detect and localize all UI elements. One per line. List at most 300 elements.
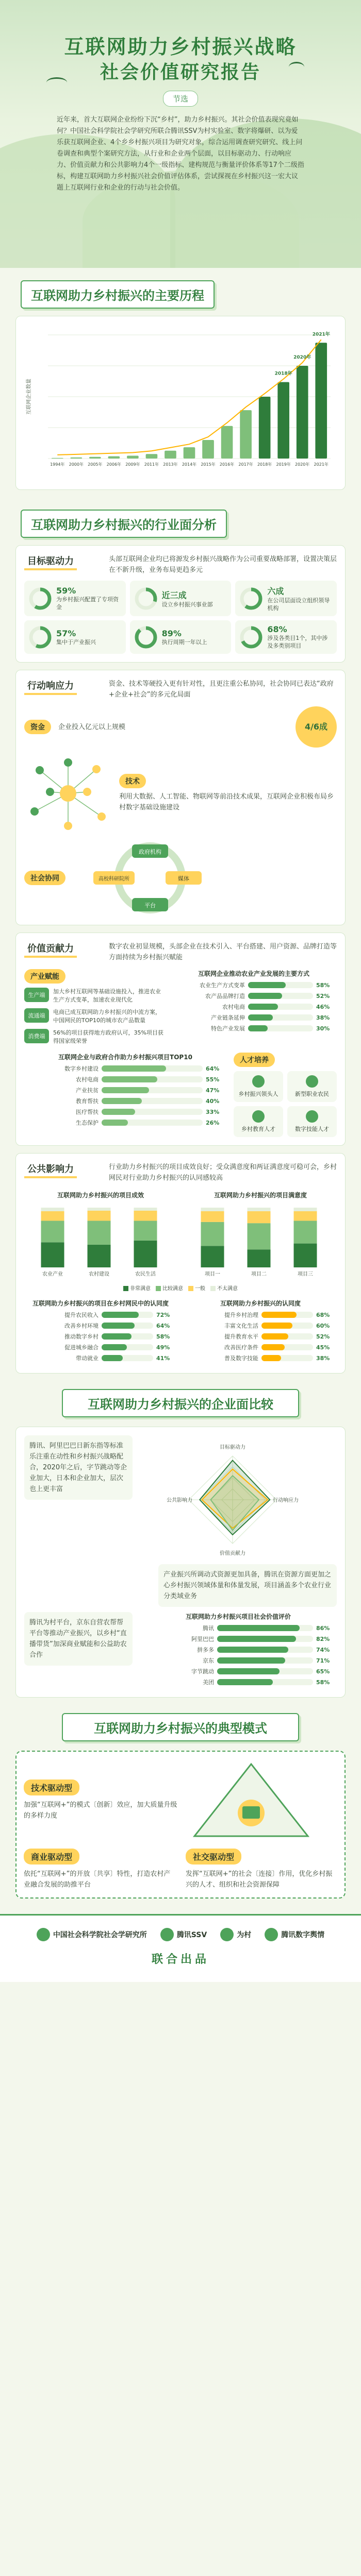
- enterprise-card: [15, 1427, 346, 1698]
- hbar-label: 产业扶贫: [76, 1087, 99, 1094]
- hbar-row: [24, 1354, 177, 1362]
- stack-segment: [134, 1208, 157, 1211]
- hbar-value: 47%: [206, 1087, 220, 1094]
- chart-d-block: [184, 1191, 337, 1282]
- hbar-row: [140, 1667, 337, 1675]
- node-platform: 平台: [144, 902, 156, 909]
- hero: [0, 0, 361, 268]
- hbar-track: [102, 1087, 203, 1093]
- goal-stat-text: 集中于产业振兴: [56, 638, 96, 646]
- enterprise-text-2: 产业振兴所调动式资源更加具备，腾讯在资源方面更加之心乡村振兴领域体量和体量发展，项目涵盖多个农业行业分类域业务: [158, 1564, 337, 1607]
- legend-label: 一般: [195, 1286, 205, 1292]
- stack-segment: [41, 1242, 64, 1267]
- stack-segment: [201, 1208, 224, 1211]
- hbar-track: [248, 982, 313, 988]
- enterprise-radar-chart: [140, 1435, 325, 1559]
- funds-label: 资金: [24, 720, 51, 734]
- hbar-row: [24, 1108, 226, 1116]
- hbar-fill: [102, 1076, 157, 1082]
- logo-mark-icon: [265, 1928, 278, 1941]
- hbar-value: 68%: [316, 1311, 330, 1318]
- history-bar: [89, 457, 101, 459]
- hbar-track: [261, 1312, 313, 1318]
- hbar-track: [102, 1120, 203, 1126]
- industry-item: [24, 1029, 163, 1045]
- model-social-label: 社交驱动型: [186, 1849, 241, 1865]
- hbar-label: 教育帮扶: [76, 1098, 99, 1105]
- donut-icon: [134, 625, 158, 649]
- goal-stats: [24, 581, 337, 654]
- hbar-row: [184, 1332, 337, 1341]
- hbar-value: 41%: [156, 1354, 170, 1362]
- chart-g: [140, 1624, 337, 1686]
- goal-stat-text-wrap: [162, 629, 207, 646]
- partner-logo-name: 腾讯SSV: [176, 1931, 207, 1939]
- hbar-row: [24, 1075, 226, 1083]
- hbar-value: 52%: [316, 992, 330, 999]
- hbar-fill: [217, 1657, 285, 1664]
- goal-stat-text: 为乡村振兴配置了专项资金: [56, 596, 119, 611]
- hbar-track: [261, 1355, 313, 1361]
- hbar-value: 38%: [316, 1014, 330, 1021]
- industry-item-tag: 流通端: [24, 1008, 49, 1023]
- stack-segment: [41, 1221, 64, 1243]
- hbar-value: 72%: [156, 1311, 170, 1318]
- hbar-fill: [102, 1098, 142, 1104]
- industry-item: [24, 988, 163, 1004]
- hbar-label: 丰富文化生活: [224, 1323, 258, 1329]
- talent-item-label: 乡村振兴领头人: [238, 1091, 278, 1097]
- stack-segment: [201, 1222, 224, 1246]
- goal-stat-text: 执行周期一年以上: [161, 638, 207, 646]
- donut-icon: [239, 587, 263, 611]
- hbar-label: 促进城乡融合: [64, 1344, 99, 1351]
- hbar-row: [24, 1086, 226, 1094]
- logo-mark-icon: [160, 1928, 174, 1941]
- hbar-track: [217, 1625, 313, 1631]
- legend-swatch: [188, 1286, 193, 1291]
- history-title: 互联网助力乡村振兴的主要历程: [21, 280, 215, 309]
- public-card: [15, 1153, 346, 1374]
- excerpt-tag: 节选: [163, 91, 198, 107]
- radar-axis-label: 公共影响力: [167, 1498, 192, 1503]
- hbar-label: 拼多多: [197, 1647, 214, 1653]
- hbar-value: 65%: [316, 1668, 330, 1675]
- hbar-value: 64%: [156, 1322, 170, 1329]
- donut-icon: [134, 587, 158, 611]
- tech-text: 利用大数据、人工智能、物联网等前沿技术成果，互联网企业积极布局乡村数字基础设施建设: [119, 793, 334, 811]
- hbar-value: 86%: [316, 1624, 330, 1632]
- chart-b: [24, 1064, 226, 1127]
- stack-segment: [88, 1221, 111, 1245]
- chart-d: [184, 1202, 334, 1280]
- legend-swatch: [156, 1286, 161, 1291]
- hbar-label: 医疗帮扶: [76, 1109, 99, 1115]
- hbar-track: [102, 1323, 153, 1329]
- hbar-value: 52%: [316, 1333, 330, 1340]
- hbar-track: [217, 1668, 313, 1674]
- hbar-value: 46%: [316, 1003, 330, 1010]
- legend-item: [123, 1284, 151, 1292]
- action-head: 行动响应力: [24, 679, 77, 695]
- enterprise-text-1: 腾讯、阿里巴巴日新东指等标准乐注重在动性和乡村振兴战略配合，2020年之后，字节跳动等企业加大，日本和企业加大，层次也上更丰富: [24, 1435, 133, 1500]
- hbar-row: [24, 1118, 226, 1127]
- chart-b-title: 互联网企业与政府合作助力乡村振兴项目TOP10: [58, 1054, 192, 1061]
- hbar-value: 49%: [156, 1344, 170, 1351]
- hbar-fill: [248, 993, 282, 999]
- history-bar-chart: [24, 325, 338, 479]
- legend-item: [210, 1284, 238, 1292]
- goal-stat: [24, 581, 126, 616]
- stack-segment: [201, 1211, 224, 1222]
- goal-head: 目标驱动力: [24, 554, 77, 570]
- node-gov: 政府机构: [139, 849, 161, 855]
- history-tick-label: 2017年: [238, 462, 253, 467]
- hbar-track: [248, 1025, 313, 1031]
- goal-stat: [130, 620, 232, 654]
- hbar-row: [140, 1678, 337, 1686]
- goal-stat-value: 59%: [56, 586, 76, 596]
- stack-segment: [134, 1241, 157, 1267]
- talent-item-label: 新型职业农民: [295, 1091, 329, 1097]
- hbar-row: [184, 1354, 337, 1362]
- goal-stat-text-wrap: [56, 586, 122, 611]
- value-head: 价值贡献力: [24, 941, 77, 958]
- chart-c-title: 互联网助力乡村振兴的项目成效: [57, 1192, 144, 1199]
- goal-stat-value: 六成: [267, 586, 284, 596]
- hbar-label: 数字乡村建设: [64, 1065, 99, 1072]
- goal-stat-text-wrap: [267, 585, 333, 612]
- hbar-row: [140, 1656, 337, 1665]
- tech-block: [119, 774, 337, 813]
- hbar-value: 40%: [206, 1097, 220, 1105]
- hbar-fill: [102, 1120, 128, 1126]
- talent-item: [287, 1071, 337, 1102]
- social-collaboration-diagram: [73, 839, 227, 917]
- chart-g-block: [140, 1612, 337, 1689]
- node-univ: 高校科研院所: [99, 876, 129, 882]
- stack-segment: [88, 1208, 111, 1211]
- enterprise-text-3: 腾讯为村平台，京东自营农帮帮平台等推动产业振兴，以乡村“直播带货”加深商业赋能和公益助农合作: [24, 1612, 133, 1666]
- history-tick-label: 2018年: [257, 462, 272, 467]
- hbar-fill: [102, 1065, 166, 1072]
- partner-logo: [265, 1928, 324, 1941]
- hbar-row: [24, 1064, 226, 1073]
- goal-stat-value: 68%: [267, 624, 287, 634]
- model-tech-text: 加强“互联网+”的模式〔创新〕效应，加大质量升级的多样力度: [24, 1801, 177, 1820]
- history-section: [0, 268, 361, 490]
- hbar-fill: [248, 1004, 278, 1010]
- goal-card: [15, 545, 346, 663]
- hbar-label: 农村电商: [222, 1004, 245, 1010]
- stack-segment: [248, 1211, 271, 1223]
- hbar-row: [24, 1343, 177, 1351]
- model-tech-label: 技术驱动型: [24, 1780, 79, 1795]
- history-chart-card: [15, 316, 346, 490]
- donut-icon: [28, 587, 52, 611]
- enterprise-section: [0, 1389, 361, 1698]
- stack-segment: [294, 1244, 317, 1267]
- hbar-value: 71%: [316, 1657, 330, 1664]
- social-label: 社会协同: [24, 871, 65, 885]
- hbar-value: 82%: [316, 1635, 330, 1642]
- history-bar: [221, 426, 233, 459]
- legend-item: [156, 1284, 183, 1292]
- legend-label: 不太满意: [217, 1286, 238, 1292]
- hbar-value: 58%: [316, 1679, 330, 1686]
- chart-e-title: 互联网助力乡村振兴的项目在乡村网民中的认同度: [32, 1300, 169, 1307]
- hbar-track: [261, 1344, 313, 1350]
- hbar-label: 提升乡村治理: [224, 1312, 258, 1318]
- stack-category-label: 农业产业: [42, 1272, 63, 1277]
- hbar-row: [171, 981, 337, 989]
- history-tick-label: 2013年: [163, 462, 178, 467]
- person-icon: [252, 1075, 265, 1088]
- model-box: [15, 1751, 346, 1899]
- history-tick-label: 2000年: [69, 462, 84, 467]
- hbar-fill: [217, 1625, 300, 1631]
- history-bar: [297, 366, 308, 459]
- partner-logo-name: 为村: [237, 1931, 252, 1939]
- hero-title: 互联网助力乡村振兴战略: [64, 35, 297, 58]
- goal-stat-text: 在公司层面设立组织领导机构: [267, 597, 330, 612]
- industry-label: 产业赋能: [24, 969, 65, 984]
- model-triangle-illustration: [187, 1759, 316, 1841]
- hbar-label: 腾讯: [203, 1625, 214, 1632]
- model-biz-label: 商业驱动型: [24, 1849, 79, 1865]
- history-bar: [52, 458, 63, 459]
- industry-item-text: 加大乡村互联网等基础设施投入，推进农业生产方式变革，加速农业现代化: [53, 988, 161, 1003]
- tech-label: 技术: [119, 774, 146, 788]
- hbar-track: [102, 1109, 203, 1115]
- model-section: [0, 1713, 361, 1914]
- stack-category-label: 农村建设: [89, 1272, 109, 1277]
- goal-stat-text-wrap: [267, 624, 333, 650]
- hbar-track: [102, 1333, 153, 1340]
- chart-f-title: 互联网助力乡村振兴的认同度: [220, 1300, 301, 1307]
- goal-stat: [235, 620, 337, 654]
- hbar-fill: [261, 1312, 297, 1318]
- hbar-track: [248, 993, 313, 999]
- hbar-track: [102, 1065, 203, 1072]
- history-tick-label: 2014年: [182, 462, 197, 467]
- talent-block: [234, 1053, 337, 1137]
- hbar-value: 74%: [316, 1646, 330, 1653]
- hbar-row: [140, 1635, 337, 1643]
- hbar-fill: [102, 1109, 135, 1115]
- history-tick-label: 2011年: [144, 462, 159, 467]
- funds-text: 企业投入亿元以上规模: [58, 723, 126, 731]
- talent-item: [234, 1106, 283, 1137]
- hbar-value: 45%: [316, 1344, 330, 1351]
- action-card: [15, 670, 346, 925]
- goal-stat-value: 近三成: [161, 590, 187, 600]
- person-icon: [306, 1075, 318, 1088]
- industry-items: [24, 988, 163, 1045]
- hbar-label: 推动数字乡村: [64, 1333, 99, 1340]
- hbar-track: [261, 1323, 313, 1329]
- hbar-track: [102, 1076, 203, 1082]
- industry-chart-block: [171, 969, 337, 1035]
- hbar-track: [102, 1355, 153, 1361]
- hbar-fill: [217, 1668, 280, 1674]
- joint-production: 联合出品: [151, 1953, 209, 1966]
- hbar-fill: [217, 1636, 296, 1642]
- goal-stat: [235, 581, 337, 616]
- goal-stat-text: 设立乡村振兴事业部: [161, 601, 213, 608]
- hbar-row: [171, 992, 337, 1000]
- person-icon: [252, 1110, 265, 1123]
- stack-segment: [134, 1221, 157, 1241]
- node-media: 媒体: [178, 875, 189, 882]
- stack-segment: [294, 1208, 317, 1211]
- hbar-track: [217, 1636, 313, 1642]
- hbar-track: [102, 1312, 153, 1318]
- hbar-row: [171, 1013, 337, 1022]
- value-card: [15, 933, 346, 1146]
- chart-f-block: [184, 1299, 337, 1365]
- hbar-label: 农业生产方式变革: [200, 982, 245, 989]
- stack-category-label: 项目二: [251, 1272, 267, 1277]
- hbar-row: [171, 1024, 337, 1032]
- hero-subtitle: 社会价值研究报告: [100, 61, 261, 83]
- hbar-track: [217, 1647, 313, 1653]
- stack-segment: [88, 1245, 111, 1267]
- hbar-label: 农产品品牌打造: [205, 993, 245, 999]
- stack-segment: [294, 1221, 317, 1244]
- hbar-value: 64%: [206, 1065, 220, 1072]
- public-head: 公共影响力: [24, 1162, 77, 1178]
- history-bar: [202, 440, 214, 459]
- hbar-track: [248, 1004, 313, 1010]
- radar-axis-label: 行动响应力: [273, 1498, 299, 1503]
- history-tick-label: 2009年: [125, 462, 140, 467]
- history-tick-label: 2016年: [219, 462, 235, 467]
- funds-badge: 4/6成: [296, 706, 337, 748]
- history-annotation: 2020年: [293, 355, 311, 360]
- hbar-label: 改善乡村环境: [64, 1323, 99, 1329]
- donut-icon: [28, 625, 52, 649]
- hbar-fill: [217, 1647, 288, 1653]
- action-head-wrap: [24, 679, 102, 700]
- talent-item: [287, 1106, 337, 1137]
- value-text: 数字农业初显规模，头部企业在技术引入、平台搭建、用户资源、品牌打造等方面持续为乡村振兴赋能: [109, 943, 337, 961]
- hbar-label: 提升农民收入: [64, 1312, 99, 1318]
- intro-text: 近年来，首大互联网企业纷纷下沉“乡村”，助力乡村振兴。其社会价值表现究竟如何？中国社会科学院社会学研究所联合腾讯SSV为村实验室、数字将爆研、以为爱乐获互联网企业、4个乡乡村振兴项目为研究对象，综合运用调查研究研究、线上问卷调查和典型个案研究方法，从行业和企业两个层面，以目标驱动力、行动响应力、价值贡献力和公共影响力4个一级指标、建构规范与衡量评价体系等17个二级指标，构建互联网助力乡村振兴社会价值评估体系，尝试探视在乡村振兴这一宏大议题上互联网行业和企业的行动与社会价值。: [57, 116, 304, 192]
- hbar-label: 美团: [203, 1679, 214, 1686]
- stack-segment: [201, 1246, 224, 1267]
- talent-item: [234, 1071, 283, 1102]
- goal-stat-text-wrap: [56, 629, 96, 646]
- history-tick-label: 2020年: [295, 462, 310, 467]
- hbar-value: 33%: [206, 1108, 220, 1115]
- hbar-row: [24, 1332, 177, 1341]
- hbar-label: 改善医疗条件: [224, 1344, 258, 1351]
- chart-f: [184, 1311, 337, 1362]
- hbar-track: [248, 1014, 313, 1021]
- chart-e: [24, 1311, 177, 1362]
- value-head-wrap: [24, 941, 102, 963]
- goal-text: 头部互联网企业均已将源发乡村振兴战略作为公司重要战略部署，设置决策层在不新升级，业务布局更趋多元: [109, 555, 337, 574]
- hbar-value: 38%: [316, 1354, 330, 1362]
- talent-item-label: 乡村教育人才: [241, 1126, 275, 1132]
- talent-items: [234, 1071, 337, 1137]
- history-tick-label: 2015年: [201, 462, 216, 467]
- hbar-label: 字节跳动: [191, 1668, 214, 1675]
- radar-axis-label: 价值贡献力: [220, 1551, 245, 1556]
- stack-segment: [248, 1249, 271, 1267]
- hbar-track: [102, 1344, 153, 1350]
- chart-g-title: 互联网助力乡村振兴项目社会价值评价: [185, 1613, 291, 1620]
- logo-row: [15, 1928, 346, 1941]
- history-bar: [165, 451, 176, 459]
- legend-swatch: [123, 1286, 128, 1291]
- history-tick-label: 2019年: [276, 462, 291, 467]
- hbar-fill: [102, 1323, 135, 1329]
- history-tick-label: 2021年: [314, 462, 329, 467]
- hbar-row: [184, 1321, 337, 1330]
- chart-c-block: [24, 1191, 177, 1282]
- stack-segment: [41, 1211, 64, 1221]
- hbar-fill: [248, 1025, 268, 1031]
- hbar-label: 阿里巴巴: [191, 1636, 214, 1642]
- hbar-row: [184, 1343, 337, 1351]
- hbar-value: 55%: [206, 1076, 220, 1083]
- history-bar: [127, 456, 139, 459]
- goal-stat-value: 89%: [161, 628, 182, 638]
- legend-swatch: [210, 1286, 216, 1291]
- legend-item: [188, 1284, 205, 1292]
- hbar-fill: [248, 982, 286, 988]
- action-text: 资金、技术等硬投入更有针对性，且更注重公私协同，社会协同已表达“政府+企业+社会”的多元化局面: [109, 680, 334, 699]
- industry-title: 互联网助力乡村振兴的行业面分析: [21, 510, 227, 538]
- public-legend: [24, 1284, 337, 1292]
- partner-logo: [37, 1928, 147, 1941]
- stack-segment: [294, 1211, 317, 1221]
- stack-category-label: 项目三: [298, 1272, 313, 1277]
- history-annotation: 2018年: [274, 371, 292, 377]
- hbar-row: [171, 1003, 337, 1011]
- hbar-row: [24, 1097, 226, 1105]
- hbar-fill: [102, 1087, 149, 1093]
- logo-mark-icon: [37, 1928, 50, 1941]
- hbar-value: 30%: [316, 1025, 330, 1032]
- radar-axis-label: 目标驱动力: [220, 1445, 245, 1450]
- model-tech: [24, 1780, 178, 1821]
- hbar-fill: [102, 1344, 127, 1350]
- industry-item-text: 电商已成互联网助力乡村振兴的中流方案，中国网民的TOP10的城市农产品数量: [53, 1009, 161, 1024]
- chart-e-block: [24, 1299, 177, 1365]
- model-biz: [24, 1849, 175, 1890]
- tech-network-illustration: [24, 755, 112, 832]
- legend-label: 比较满意: [162, 1286, 183, 1292]
- stack-segment: [248, 1223, 271, 1249]
- partner-logo-name: 腾讯数字舆情: [281, 1931, 325, 1939]
- industry-item: [24, 1008, 163, 1025]
- public-head-wrap: [24, 1162, 102, 1183]
- hbar-row: [24, 1321, 177, 1330]
- goal-stat-text-wrap: [162, 589, 213, 608]
- gov-chart-block: [24, 1053, 226, 1129]
- hbar-label: 生态保护: [76, 1120, 99, 1126]
- hbar-track: [217, 1679, 313, 1685]
- hbar-track: [261, 1333, 313, 1340]
- history-bar: [108, 456, 120, 459]
- history-tick-label: 1994年: [50, 462, 65, 467]
- person-icon: [306, 1110, 318, 1123]
- history-bar: [315, 343, 327, 459]
- hbar-label: 提升教育水平: [224, 1333, 258, 1340]
